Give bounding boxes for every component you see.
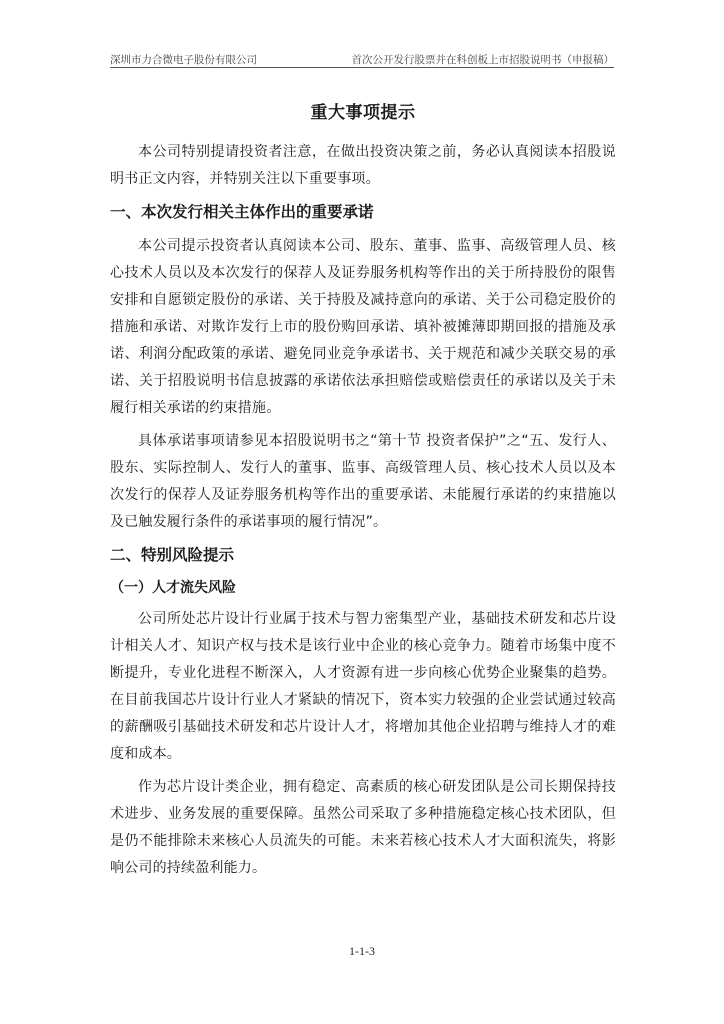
intro-paragraph: 本公司特别提请投资者注意，在做出投资决策之前，务必认真阅读本招股说明书正文内容，并特别关注以下重要事项。 — [110, 144, 616, 187]
talent-risk-paragraph: 作为芯片设计类企业，拥有稳定、高素质的核心研发团队是公司长期保持技术进步、业务发展的重要保障。虽然公司采取了多种措施稳定核心技术团队，但是仍不能排除未来核心人员流失的可能。未来若核心技术人才大面积流失，将影响公司的持续盈利能力。 — [110, 779, 616, 876]
page-number: 1-1-3 — [349, 944, 375, 958]
header-company-name: 深圳市力合微电子股份有限公司 — [110, 53, 257, 66]
section-1-paragraph: 具体承诺事项请参见本招股说明书之“第十节 投资者保护”之“五、发行人、股东、实际控制人、发行人的董事、监事、高级管理人员、核心技术人员以及本次发行的保荐人及证券服务机构等作出的重要承诺、未能履行承诺的约束措施以及已触发履行条件的承诺事项的履行情况”。 — [110, 433, 616, 530]
section-1-heading: 一、本次发行相关主体作出的重要承诺 — [110, 203, 374, 221]
page-header — [110, 50, 614, 68]
header-document-title: 首次公开发行股票并在科创板上市招股说明书（申报稿） — [351, 53, 614, 66]
page-body — [110, 88, 616, 888]
header-divider — [110, 67, 614, 68]
section-1-paragraph: 本公司提示投资者认真阅读本公司、股东、董事、监事、高级管理人员、核心技术人员以及本次发行的保荐人及证券服务机构等作出的关于所持股份的限售安排和自愿锁定股份的承诺、关于持股及减持意向的承诺、关于公司稳定股价的措施和承诺、对欺诈发行上市的股份购回承诺、填补被摊薄即期回报的措施及承诺、利润分配政策的承诺、避免同业竞争承诺书、关于规范和减少关联交易的承诺、关于招股说明书信息披露的承诺依法承担赔偿或赔偿责任的承诺以及关于未履行相关承诺的约束措施。 — [110, 238, 616, 416]
talent-risk-paragraph: 公司所处芯片设计行业属于技术与智力密集型产业，基础技术研发和芯片设计相关人才、知识产权与技术是该行业中企业的核心竞争力。随着市场集中度不断提升，专业化进程不断深入，人才资源有进一步向核心优势企业聚集的趋势。在目前我国芯片设计行业人才紧缺的情况下，资本实力较强的企业尝试通过较高的薪酬吸引基础技术研发和芯片设计人才，将增加其他企业招聘与维持人才的难度和成本。 — [110, 611, 616, 762]
page-title: 重大事项提示 — [310, 103, 416, 123]
section-2-heading: 二、特别风险提示 — [110, 546, 235, 564]
subsection-talent-risk-heading: （一）人才流失风险 — [110, 580, 236, 596]
